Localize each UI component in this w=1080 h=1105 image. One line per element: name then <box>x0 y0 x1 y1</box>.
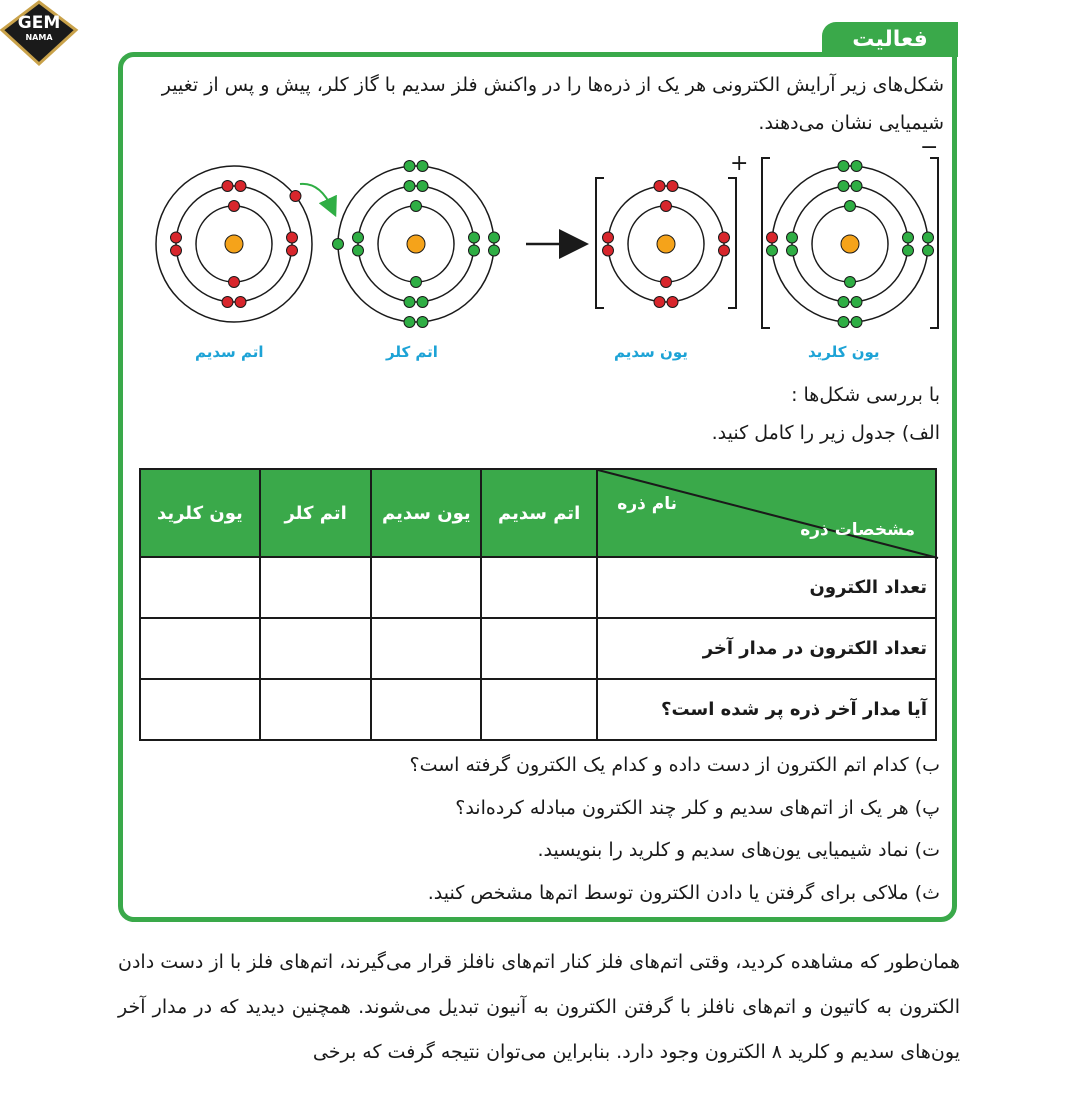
table-col-header: اتم سدیم <box>481 469 597 557</box>
questions-intro-line1: با بررسی شکل‌ها : <box>791 384 940 406</box>
sodium-ion-electron <box>661 201 672 212</box>
chloride-ion-electron <box>923 245 934 256</box>
chloride-ion-electron <box>787 232 798 243</box>
chloride-ion-electron <box>767 232 778 243</box>
chlorine-electron <box>353 245 364 256</box>
table-cell[interactable] <box>140 618 260 679</box>
chloride-ion-nucleus <box>841 235 859 253</box>
chlorine-electron <box>411 277 422 288</box>
sodium-electron <box>229 201 240 212</box>
chlorine-electron <box>404 297 415 308</box>
chloride-ion-electron <box>851 161 862 172</box>
question-item: ث) ملاکی برای گرفتن یا دادن الکترون توسط اتم‌ها مشخص کنید. <box>427 881 940 904</box>
chloride-ion-electron <box>787 245 798 256</box>
chlorine-electron <box>417 181 428 192</box>
questions-intro-line2: الف) جدول زیر را کامل کنید. <box>711 422 940 444</box>
sodium-ion-electron <box>603 232 614 243</box>
chloride-ion-electron <box>845 277 856 288</box>
sodium-ion-electron <box>654 297 665 308</box>
gemnama-logo <box>0 0 78 66</box>
chloride-ion-electron <box>903 232 914 243</box>
chloride-ion-electron <box>851 297 862 308</box>
sodium-ion-bracket-left <box>596 178 604 308</box>
chloride-ion-bracket-left <box>762 158 770 328</box>
table-cell[interactable] <box>481 557 597 618</box>
chloride-ion-electron <box>851 181 862 192</box>
chlorine-electron <box>417 297 428 308</box>
electron-arrangement-figure <box>140 135 940 338</box>
sodium-electron <box>222 297 233 308</box>
chlorine-electron <box>404 161 415 172</box>
table-row-label: آیا مدار آخر ذره پر شده است؟ <box>597 679 936 740</box>
sodium-ion-electron <box>719 232 730 243</box>
chloride-ion-electron <box>845 201 856 212</box>
chlorine-electron <box>353 232 364 243</box>
sodium-electron <box>171 232 182 243</box>
table-col-header: یون کلرید <box>140 469 260 557</box>
chlorine-electron <box>404 181 415 192</box>
minus-sign: − <box>920 135 939 160</box>
table-cell[interactable] <box>260 618 372 679</box>
table-cell[interactable] <box>260 557 372 618</box>
table-cell[interactable] <box>481 618 597 679</box>
corner-bottom-label: مشخصات ذره <box>800 520 915 540</box>
chlorine-electron <box>417 161 428 172</box>
chlorine-electron <box>333 239 344 250</box>
label-sodium-atom: اتم سدیم <box>195 343 264 361</box>
logo-text-1: GEM <box>17 13 61 33</box>
sodium-ion-electron <box>667 181 678 192</box>
table-cell[interactable] <box>481 679 597 740</box>
sodium-ion-nucleus <box>657 235 675 253</box>
sodium-ion-electron <box>654 181 665 192</box>
table-cell[interactable] <box>371 557 481 618</box>
chlorine-electron <box>489 245 500 256</box>
body-paragraph: همان‌طور که مشاهده کردید، وقتی اتم‌های فلز کنار اتم‌های نافلز قرار می‌گیرند، اتم‌های فلز با از دست دادن الکترون به کاتیون و اتم‌های نافلز با گرفتن الکترون به آنیون تبدیل می‌شوند. همچنین دیدید که در مدار آخر یون‌های سدیم و کلرید ۸ الکترون وجود دارد. بنابراین می‌توان نتیجه گرفت که برخی <box>118 951 960 1063</box>
table-corner-cell <box>597 469 936 557</box>
table-col-header: یون سدیم <box>371 469 481 557</box>
chlorine-electron <box>469 232 480 243</box>
label-chloride-ion: یون کلرید <box>808 343 880 361</box>
sodium-electron <box>229 277 240 288</box>
sodium-electron <box>287 232 298 243</box>
label-chlorine-atom: اتم کلر <box>386 343 438 361</box>
table-header-row <box>140 469 936 557</box>
questions-list <box>132 744 940 914</box>
particle-properties-table <box>139 468 937 741</box>
chloride-ion-electron <box>838 317 849 328</box>
question-item: ت) نماد شیمیایی یون‌های سدیم و کلرید را بنویسید. <box>537 839 940 861</box>
table-cell[interactable] <box>140 557 260 618</box>
chloride-ion-electron <box>851 317 862 328</box>
chlorine-electron <box>417 317 428 328</box>
chloride-ion-electron <box>838 297 849 308</box>
sodium-electron <box>171 245 182 256</box>
chloride-ion-electron <box>903 245 914 256</box>
table-col-header: اتم کلر <box>260 469 372 557</box>
chloride-ion-electron <box>923 232 934 243</box>
chlorine-electron <box>489 232 500 243</box>
plus-sign: + <box>730 151 749 176</box>
sodium-ion-bracket-right <box>728 178 736 308</box>
chlorine-electron <box>469 245 480 256</box>
chloride-ion-electron <box>838 161 849 172</box>
chlorine-electron <box>404 317 415 328</box>
questions-intro <box>132 376 940 452</box>
table-cell[interactable] <box>140 679 260 740</box>
corner-top-label: نام ذره <box>617 494 677 514</box>
chlorine-electron <box>411 201 422 212</box>
sodium-electron <box>222 181 233 192</box>
table-row-label: تعداد الکترون <box>597 557 936 618</box>
table-row <box>140 557 936 618</box>
table-cell[interactable] <box>371 618 481 679</box>
sodium-electron <box>235 181 246 192</box>
corner-diagonal <box>598 470 938 558</box>
chloride-ion-electron <box>767 245 778 256</box>
sodium-atom-nucleus <box>225 235 243 253</box>
sodium-valence-electron <box>290 190 301 201</box>
activity-tab: فعالیت <box>822 22 958 57</box>
table-row <box>140 618 936 679</box>
activity-intro: شکل‌های زیر آرایش الکترونی هر یک از ذره‌ها را در واکنش فلز سدیم با گاز کلر، پیش و پس از تغییر شیمیایی نشان می‌دهند. <box>161 74 944 134</box>
sodium-ion-electron <box>661 277 672 288</box>
chloride-ion-electron <box>838 181 849 192</box>
sodium-electron <box>235 297 246 308</box>
chlorine-atom-nucleus <box>407 235 425 253</box>
table-row-label: تعداد الکترون در مدار آخر <box>597 618 936 679</box>
logo-text-2: NAMA <box>25 33 53 42</box>
sodium-electron <box>287 245 298 256</box>
question-item: پ) هر یک از اتم‌های سدیم و کلر چند الکترون مبادله کرده‌اند؟ <box>455 796 940 819</box>
electron-transfer-arrow <box>300 184 332 208</box>
chloride-ion-bracket-right <box>930 158 938 328</box>
sodium-ion-electron <box>719 245 730 256</box>
sodium-ion-electron <box>603 245 614 256</box>
sodium-ion-electron <box>667 297 678 308</box>
label-sodium-ion: یون سدیم <box>614 343 688 361</box>
table-row <box>140 679 936 740</box>
question-item: ب) کدام اتم الکترون از دست داده و کدام یک الکترون گرفته است؟ <box>409 754 940 776</box>
table-cell[interactable] <box>371 679 481 740</box>
table-cell[interactable] <box>260 679 372 740</box>
